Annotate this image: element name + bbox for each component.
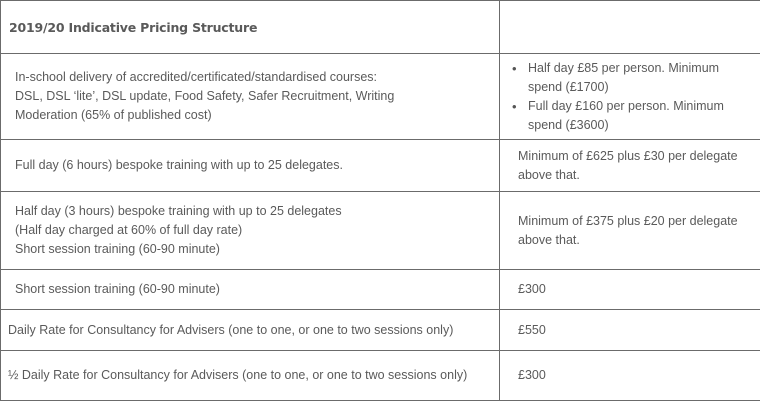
- description-line: Full day (6 hours) bespoke training with up to 25 delegates.: [15, 156, 491, 175]
- description-line: Short session training (60-90 minute): [15, 280, 491, 299]
- description-line: Half day (3 hours) bespoke training with up to 25 delegates: [15, 202, 491, 221]
- description-cell: [1, 310, 500, 351]
- table-row: [1, 351, 760, 401]
- price-cell: £300: [500, 351, 760, 401]
- table-header-row: [1, 1, 760, 54]
- price-cell: Minimum of £625 plus £30 per delegate above that.: [500, 140, 760, 192]
- table-row: [1, 192, 760, 270]
- description-cell: [1, 270, 500, 310]
- header-empty-cell: [500, 1, 760, 54]
- description-line: DSL, DSL ‘lite’, DSL update, Food Safety, Safer Recruitment, Writing: [15, 87, 491, 106]
- description-cell: [1, 351, 500, 401]
- price-cell: Minimum of £375 plus £20 per delegate above that.: [500, 192, 760, 270]
- description-line: In-school delivery of accredited/certificated/standardised courses:: [15, 68, 491, 87]
- description-cell: [1, 54, 500, 140]
- description-line: Daily Rate for Consultancy for Advisers (one to one, or one to two sessions only): [8, 321, 491, 340]
- price-bullet-list: [500, 59, 752, 135]
- price-cell: [500, 54, 760, 140]
- price-bullet: • Half day £85 per person. Minimum spend (£1700): [508, 59, 752, 97]
- description-cell: [1, 140, 500, 192]
- table-row: [1, 54, 760, 140]
- price-cell: £300: [500, 270, 760, 310]
- table-row: [1, 270, 760, 310]
- description-line: ½ Daily Rate for Consultancy for Advisers (one to one, or one to two sessions only): [8, 366, 491, 385]
- price-bullet: • Full day £160 per person. Minimum spend (£3600): [508, 97, 752, 135]
- description-line: (Half day charged at 60% of full day rate): [15, 221, 491, 240]
- description-line: Short session training (60-90 minute): [15, 240, 491, 259]
- page-title: 2019/20 Indicative Pricing Structure: [1, 1, 500, 54]
- description-cell: [1, 192, 500, 270]
- table-row: [1, 140, 760, 192]
- description-line: Moderation (65% of published cost): [15, 106, 491, 125]
- table-row: [1, 310, 760, 351]
- price-cell: £550: [500, 310, 760, 351]
